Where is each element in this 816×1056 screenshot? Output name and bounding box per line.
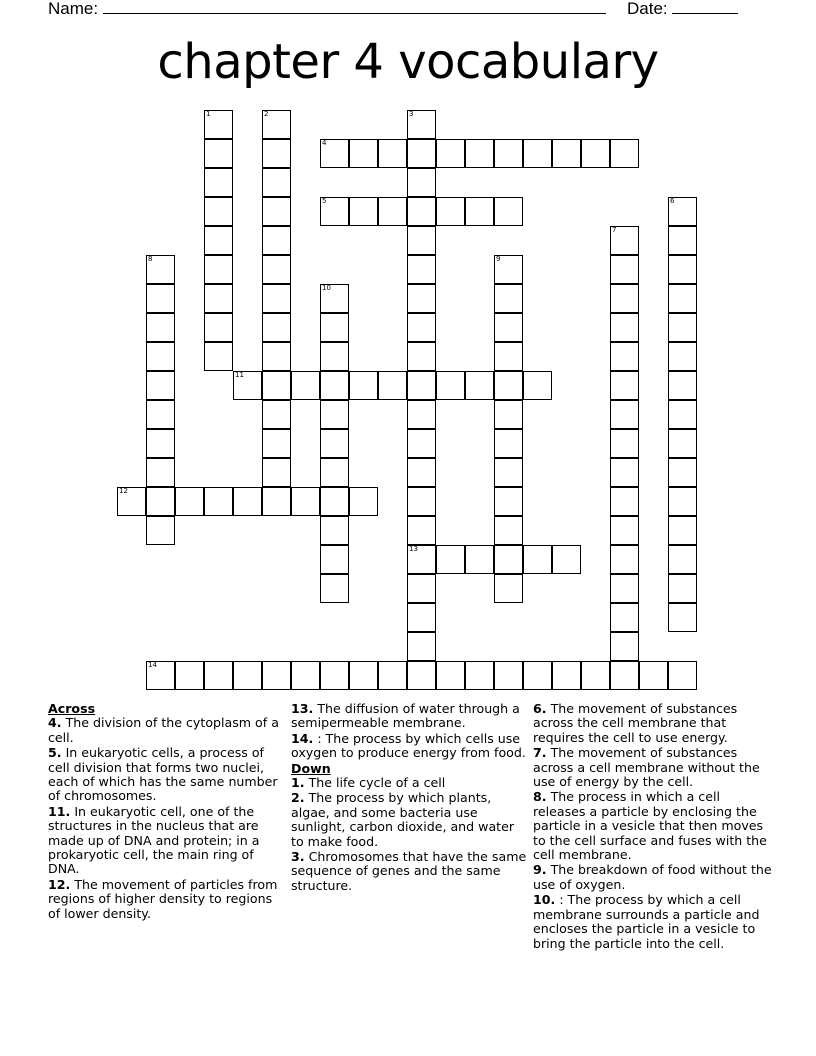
grid-cell[interactable] [494,284,523,313]
grid-cell[interactable] [407,168,436,197]
grid-cell[interactable] [407,226,436,255]
grid-cell[interactable] [407,371,436,400]
grid-cell[interactable] [668,400,697,429]
grid-cell[interactable] [407,342,436,371]
grid-cell[interactable] [610,516,639,545]
grid-cell[interactable] [407,458,436,487]
grid-cell[interactable] [494,255,523,284]
grid-cell[interactable] [204,139,233,168]
clue-text: The movement of substances across a cell membrane without the use of energy by the cell. [533,745,760,790]
grid-cell[interactable] [204,342,233,371]
grid-cell[interactable] [465,197,494,226]
clue-number: 4. [48,715,62,731]
across-clue-list-continued [291,702,527,761]
grid-cell[interactable] [349,487,378,516]
name-label: Name: [48,0,99,18]
grid-cell[interactable] [436,197,465,226]
clue-text: Chromosomes that have the same sequence of genes and the same structure. [291,849,527,893]
grid-cell[interactable] [494,661,523,690]
grid-cell[interactable] [204,197,233,226]
grid-cell[interactable] [610,226,639,255]
clue [48,716,284,745]
grid-cell[interactable] [204,255,233,284]
grid-cell[interactable] [320,574,349,603]
clue-text: The diffusion of water through a semipermeable membrane. [291,701,520,731]
grid-cell[interactable] [407,487,436,516]
grid-cell[interactable] [436,139,465,168]
grid-cell[interactable] [204,168,233,197]
grid-cell[interactable] [262,255,291,284]
clue-number: 12. [48,876,71,892]
grid-cell[interactable] [610,255,639,284]
clue-number: 11 [235,371,244,379]
down-clue-list [291,776,527,893]
grid-cell[interactable] [117,487,146,516]
grid-cell[interactable] [494,400,523,429]
clues-column-1 [48,702,284,922]
clue-text: The process in which a cell releases a particle by enclosing the particle in a vesicle that then moves to the cell surface and fuses with the cell membrane. [533,789,767,863]
grid-cell[interactable] [146,371,175,400]
grid-cell[interactable] [262,458,291,487]
grid-cell[interactable] [204,110,233,139]
grid-cell[interactable] [610,139,639,168]
grid-cell[interactable] [494,429,523,458]
clue-number: 12 [119,487,128,495]
grid-cell[interactable] [552,545,581,574]
grid-cell[interactable] [407,429,436,458]
grid-cell[interactable] [378,661,407,690]
grid-cell[interactable] [581,661,610,690]
grid-cell[interactable] [378,371,407,400]
grid-cell[interactable] [262,371,291,400]
grid-cell[interactable] [523,371,552,400]
grid-cell[interactable] [407,661,436,690]
grid-cell[interactable] [668,487,697,516]
grid-cell[interactable] [204,226,233,255]
clue-text: The division of the cytoplasm of a cell. [48,715,279,745]
grid-cell[interactable] [494,139,523,168]
grid-cell[interactable] [610,661,639,690]
grid-cell[interactable] [291,487,320,516]
date-label: Date: [627,0,668,18]
grid-cell[interactable] [668,458,697,487]
clue-number: 10 [322,284,331,292]
clue-text: The movement of substances across the cell membrane that requires the cell to use energy. [533,701,738,745]
clue-number: 11. [48,803,71,819]
grid-cell[interactable] [407,284,436,313]
grid-cell[interactable] [262,110,291,139]
grid-cell[interactable] [262,429,291,458]
clue [291,776,527,790]
grid-cell[interactable] [610,545,639,574]
grid-cell[interactable] [175,487,204,516]
grid-cell[interactable] [146,342,175,371]
clues-column-2 [291,702,527,894]
grid-cell[interactable] [320,661,349,690]
grid-cell[interactable] [668,197,697,226]
grid-cell[interactable] [233,487,262,516]
grid-cell[interactable] [320,516,349,545]
clue-number: 6. [533,701,547,716]
grid-cell[interactable] [610,574,639,603]
grid-cell[interactable] [494,574,523,603]
grid-cell[interactable] [262,197,291,226]
down-heading: Down [291,760,331,776]
clue-text: The life cycle of a cell [304,775,446,791]
clue-number: 8 [148,255,153,263]
grid-cell[interactable] [610,429,639,458]
grid-cell[interactable] [262,342,291,371]
grid-cell[interactable] [262,661,291,690]
grid-cell[interactable] [146,400,175,429]
grid-cell[interactable] [610,487,639,516]
grid-cell[interactable] [523,545,552,574]
grid-cell[interactable] [204,313,233,342]
grid-cell[interactable] [407,110,436,139]
grid-cell[interactable] [610,632,639,661]
grid-cell[interactable] [262,487,291,516]
grid-cell[interactable] [668,226,697,255]
grid-cell[interactable] [668,545,697,574]
grid-cell[interactable] [407,313,436,342]
clue [533,702,773,745]
grid-cell[interactable] [639,661,668,690]
grid-cell[interactable] [552,661,581,690]
grid-cell[interactable] [407,574,436,603]
grid-cell[interactable] [407,516,436,545]
clue-text: In eukaryotic cells, a process of cell division that forms two nuclei, each of which has the same number of chromosomes. [48,745,278,804]
grid-cell[interactable] [610,313,639,342]
down-clue-list-continued [533,702,773,951]
clue-number: 4 [322,139,327,147]
grid-cell[interactable] [436,371,465,400]
clue-number: 7 [612,226,617,234]
clue-number: 8. [533,789,547,805]
clue [533,893,773,951]
grid-cell[interactable] [291,661,320,690]
clue [291,732,527,761]
page-title: chapter 4 vocabulary [157,34,659,90]
grid-cell[interactable] [494,371,523,400]
grid-cell[interactable] [407,255,436,284]
grid-cell[interactable] [407,545,436,574]
clue [291,850,527,893]
grid-cell[interactable] [668,603,697,632]
grid-cell[interactable] [320,545,349,574]
grid-cell[interactable] [494,313,523,342]
clue-number: 13. [291,701,314,716]
grid-cell[interactable] [291,371,320,400]
clue-text: In eukaryotic cell, one of the structures in the nucleus that are made up of DNA and protein; in a prokaryotic cell, the main ring of DNA. [48,803,260,877]
clue-number: 3. [291,849,305,865]
clue [48,805,284,877]
clue [533,863,773,892]
grid-cell[interactable] [204,284,233,313]
clue-number: 1. [291,775,305,791]
grid-cell[interactable] [204,487,233,516]
grid-cell[interactable] [320,487,349,516]
grid-cell[interactable] [407,139,436,168]
grid-cell[interactable] [494,342,523,371]
grid-cell[interactable] [262,400,291,429]
grid-cell[interactable] [349,197,378,226]
clue-number: 9. [533,862,547,878]
clue [291,702,527,731]
grid-cell[interactable] [407,197,436,226]
grid-cell[interactable] [668,574,697,603]
clue [48,878,284,921]
grid-cell[interactable] [262,313,291,342]
grid-cell[interactable] [146,429,175,458]
clue-text: The breakdown of food without the use of oxygen. [533,862,772,892]
grid-cell[interactable] [349,139,378,168]
grid-cell[interactable] [146,255,175,284]
grid-cell[interactable] [581,139,610,168]
grid-cell[interactable] [378,139,407,168]
grid-cell[interactable] [668,661,697,690]
grid-cell[interactable] [668,342,697,371]
grid-cell[interactable] [146,458,175,487]
grid-cell[interactable] [320,284,349,313]
clues-column-3 [533,702,773,952]
grid-cell[interactable] [378,197,407,226]
grid-cell[interactable] [610,371,639,400]
grid-cell[interactable] [262,139,291,168]
grid-cell[interactable] [262,168,291,197]
grid-cell[interactable] [262,284,291,313]
grid-cell[interactable] [320,197,349,226]
clue-number: 6 [670,197,675,205]
grid-cell[interactable] [668,313,697,342]
grid-cell[interactable] [320,313,349,342]
across-heading: Across [48,701,96,716]
grid-cell[interactable] [523,661,552,690]
clue-number: 14 [148,661,157,669]
grid-cell[interactable] [146,487,175,516]
grid-cell[interactable] [610,342,639,371]
clue-number: 2. [291,790,305,806]
grid-cell[interactable] [204,661,233,690]
grid-cell[interactable] [320,458,349,487]
clue-number: 13 [409,545,418,553]
clue-text: The movement of particles from regions of higher density to regions of lower density. [48,876,278,921]
grid-cell[interactable] [610,458,639,487]
grid-cell[interactable] [320,400,349,429]
clue [291,791,527,849]
grid-cell[interactable] [146,284,175,313]
grid-cell[interactable] [465,661,494,690]
clue-number: 9 [496,255,501,263]
grid-cell[interactable] [610,603,639,632]
grid-cell[interactable] [668,516,697,545]
clue-number: 1 [206,110,211,118]
clue-number: 5 [322,197,327,205]
clue-text: : The process by which cells use oxygen to produce energy from food. [291,730,526,761]
grid-cell[interactable] [668,371,697,400]
grid-cell[interactable] [668,284,697,313]
clue-number: 3 [409,110,414,118]
grid-cell[interactable] [465,139,494,168]
grid-cell[interactable] [146,661,175,690]
grid-cell[interactable] [494,516,523,545]
grid-cell[interactable] [552,139,581,168]
grid-cell[interactable] [494,545,523,574]
clue-text: The process by which plants, algae, and some bacteria use sunlight, carbon dioxide, and water to make food. [291,790,515,849]
grid-cell[interactable] [494,458,523,487]
clue-number: 10. [533,892,556,908]
grid-cell[interactable] [436,661,465,690]
grid-cell[interactable] [320,139,349,168]
across-clue-list [48,716,284,921]
clue [48,746,284,804]
grid-cell[interactable] [349,661,378,690]
grid-cell[interactable] [320,342,349,371]
clue-number: 7. [533,745,547,761]
clue-number: 2 [264,110,269,118]
grid-cell[interactable] [407,400,436,429]
grid-cell[interactable] [494,197,523,226]
clue [533,790,773,862]
grid-cell[interactable] [465,545,494,574]
grid-cell[interactable] [262,226,291,255]
grid-cell[interactable] [610,400,639,429]
grid-cell[interactable] [320,429,349,458]
clue-number: 14. [291,730,314,746]
grid-cell[interactable] [407,632,436,661]
grid-cell[interactable] [610,284,639,313]
grid-cell[interactable] [668,429,697,458]
grid-cell[interactable] [233,371,262,400]
grid-cell[interactable] [407,603,436,632]
grid-cell[interactable] [494,487,523,516]
clue [533,746,773,789]
grid-cell[interactable] [175,661,204,690]
clue-number: 5. [48,745,62,761]
grid-cell[interactable] [320,371,349,400]
grid-cell[interactable] [523,139,552,168]
grid-cell[interactable] [668,255,697,284]
grid-cell[interactable] [436,545,465,574]
grid-cell[interactable] [146,516,175,545]
clue-text: : The process by which a cell membrane surrounds a particle and encloses the particle in a vesicle to bring the particle into the cell. [533,892,760,951]
grid-cell[interactable] [146,313,175,342]
grid-cell[interactable] [349,371,378,400]
grid-cell[interactable] [233,661,262,690]
grid-cell[interactable] [465,371,494,400]
